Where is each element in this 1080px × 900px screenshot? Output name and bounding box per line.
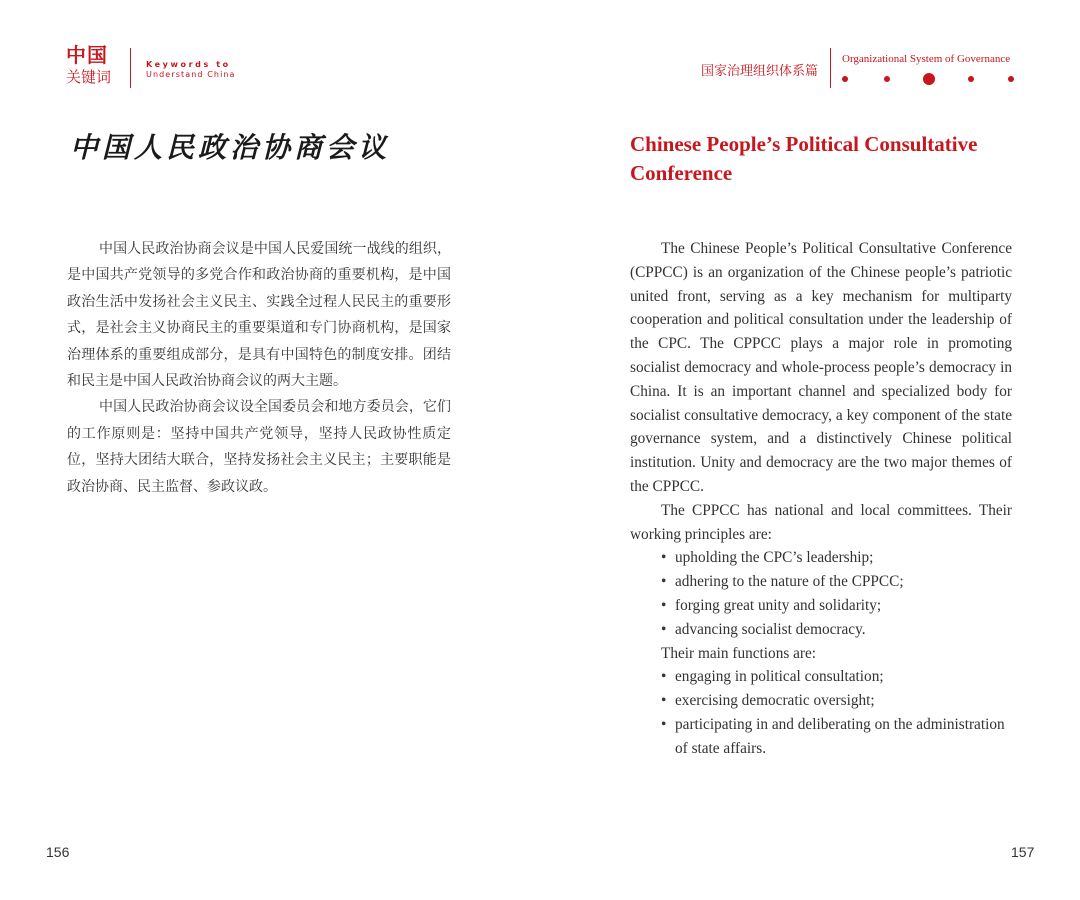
chinese-title: 中国人民政治协商会议	[70, 131, 391, 164]
progress-dot	[842, 76, 848, 82]
page-number-left: 156	[46, 844, 70, 860]
page-number-right: 157	[1011, 844, 1035, 860]
progress-dot	[968, 76, 974, 82]
progress-dot-active	[923, 73, 935, 85]
functions-intro: Their main functions are:	[661, 644, 817, 662]
right-page	[540, 0, 1080, 900]
section-title-english: Organizational System of Governance	[842, 53, 1011, 65]
list-item: • exercising democratic oversight;	[675, 689, 1012, 713]
section-progress-dots	[842, 72, 1014, 86]
english-body	[630, 237, 1012, 761]
section-divider	[830, 48, 831, 88]
english-title: Chinese People’s Political Consultative Conference	[630, 132, 978, 185]
list-item: • adhering to the nature of the CPPCC;	[675, 570, 1012, 594]
book-logo	[66, 44, 111, 87]
progress-dot	[1008, 76, 1014, 82]
logo-line-1: 中国	[66, 43, 108, 67]
list-item: • participating in and deliberating on the administration of state affairs.	[675, 713, 1012, 761]
logo-divider	[130, 48, 131, 88]
english-paragraph-1: The Chinese People’s Political Consultative Conference (CPPCC) is an organization of the Chinese people’s patriotic united front, serving as a key mechanism for multiparty cooperation and political consultation under the leadership of the CPC. The CPPCC plays a major role in promoting socialist democracy and whole-process people’s democracy in China. It is an important channel and specialized body for socialist consultative democracy, a key component of the state governance system, and a distinctively Chinese political institution. Unity and democracy are the two major themes of the CPPCC.	[630, 240, 1012, 495]
list-item: • advancing socialist democracy.	[675, 618, 1012, 642]
list-item: • engaging in political consultation;	[675, 665, 1012, 689]
list-item: • upholding the CPC’s leadership;	[675, 546, 1012, 570]
principles-list	[630, 546, 1012, 641]
functions-list	[630, 665, 1012, 760]
chinese-paragraph-1: 中国人民政治协商会议是中国人民爱国统一战线的组织，是中国共产党领导的多党合作和政治协商的重要机构，是中国政治生活中发扬社会主义民主、实践全过程人民民主的重要形式，是社会主义协商民主的重要渠道和专门协商机构，是国家治理体系的重要组成部分，是具有中国特色的制度安排。团结和民主是中国人民政治协商会议的两大主题。	[67, 241, 451, 390]
logo-english-line-2: Understand China	[146, 70, 236, 79]
logo-english-line-1: Keywords to	[146, 60, 231, 69]
chinese-paragraph-2: 中国人民政治协商会议设全国委员会和地方委员会，它们的工作原则是：坚持中国共产党领导，坚持人民政协性质定位，坚持大团结大联合，坚持发扬社会主义民主；主要职能是政治协商、民主监督、参政议政。	[67, 399, 451, 495]
logo-line-2: 关键词	[66, 68, 112, 86]
chinese-body	[67, 236, 451, 500]
english-paragraph-2: The CPPCC has national and local committees. Their working principles are:	[630, 501, 1012, 543]
list-item: • forging great unity and solidarity;	[675, 594, 1012, 618]
progress-dot	[884, 76, 890, 82]
logo-english	[146, 60, 236, 80]
section-title-chinese: 国家治理组织体系篇	[700, 64, 818, 79]
